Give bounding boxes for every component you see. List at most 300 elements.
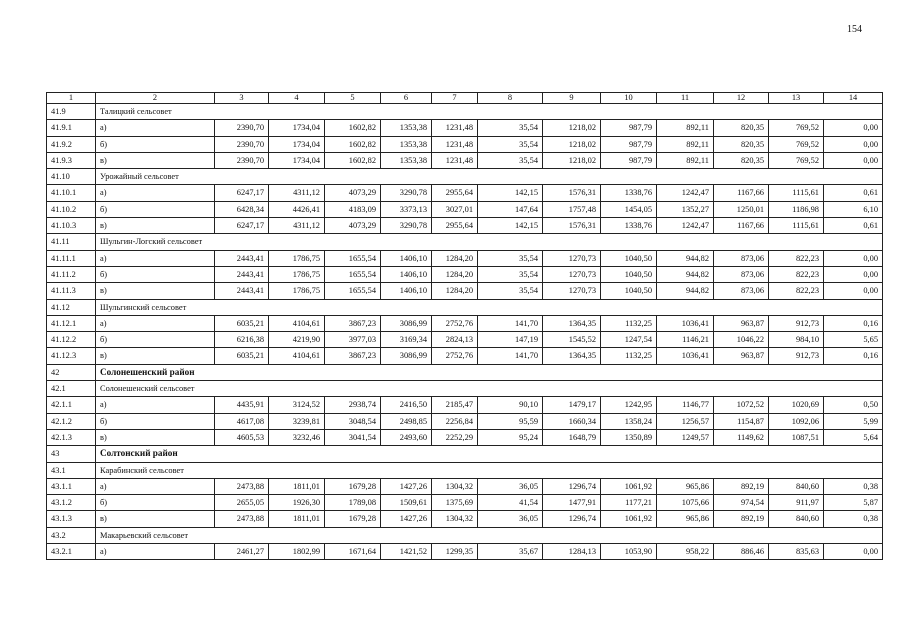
table-cell: 1231,48 xyxy=(432,120,478,136)
table-row xyxy=(47,413,883,429)
table-row xyxy=(47,478,883,494)
column-header: 6 xyxy=(381,93,432,104)
table-cell: 2473,88 xyxy=(215,478,269,494)
table-cell: 3169,34 xyxy=(381,332,432,348)
row-label: а) xyxy=(96,478,215,494)
table-cell: 822,23 xyxy=(769,283,824,299)
table-cell: 1427,26 xyxy=(381,478,432,494)
table-cell: 1231,48 xyxy=(432,152,478,168)
table-cell: 1375,69 xyxy=(432,495,478,511)
row-code: 41.10.3 xyxy=(47,218,96,234)
table-cell: 35,54 xyxy=(478,266,543,282)
table-cell: 1146,77 xyxy=(657,397,714,413)
table-cell: 892,11 xyxy=(657,152,714,168)
table-cell: 3048,54 xyxy=(325,413,381,429)
table-cell: 1242,47 xyxy=(657,218,714,234)
table-cell: 3232,46 xyxy=(269,429,325,445)
table-cell: 1250,01 xyxy=(714,201,769,217)
table-cell: 1040,50 xyxy=(601,283,657,299)
table-cell: 3867,23 xyxy=(325,348,381,364)
table-cell: 2416,50 xyxy=(381,397,432,413)
table-cell: 1477,91 xyxy=(543,495,601,511)
table-cell: 3290,78 xyxy=(381,185,432,201)
table-body xyxy=(47,93,883,560)
section-title: Карабинский сельсовет xyxy=(96,462,883,478)
row-label: в) xyxy=(96,152,215,168)
row-code: 41.10.1 xyxy=(47,185,96,201)
table-cell: 4183,09 xyxy=(325,201,381,217)
row-code: 41.9 xyxy=(47,104,96,120)
table-cell: 1679,28 xyxy=(325,511,381,527)
table-cell: 0,00 xyxy=(824,544,883,560)
table-cell: 1218,02 xyxy=(543,120,601,136)
table-cell: 892,11 xyxy=(657,120,714,136)
column-header: 11 xyxy=(657,93,714,104)
row-code: 41.12.2 xyxy=(47,332,96,348)
table-cell: 1576,31 xyxy=(543,185,601,201)
table-cell: 1249,57 xyxy=(657,429,714,445)
table-cell: 3290,78 xyxy=(381,218,432,234)
table-cell: 944,82 xyxy=(657,250,714,266)
section-row xyxy=(47,234,883,250)
table-row xyxy=(47,511,883,527)
table-cell: 5,64 xyxy=(824,429,883,445)
table-cell: 873,06 xyxy=(714,283,769,299)
table-cell: 2390,70 xyxy=(215,152,269,168)
table-cell: 965,86 xyxy=(657,478,714,494)
table-row xyxy=(47,495,883,511)
table-cell: 1242,47 xyxy=(657,185,714,201)
table-cell: 1242,95 xyxy=(601,397,657,413)
row-code: 41.11.2 xyxy=(47,266,96,282)
table-cell: 769,52 xyxy=(769,152,824,168)
table-cell: 35,54 xyxy=(478,250,543,266)
table-cell: 1358,24 xyxy=(601,413,657,429)
table-cell: 840,60 xyxy=(769,478,824,494)
table-cell: 1040,50 xyxy=(601,250,657,266)
table-cell: 36,05 xyxy=(478,478,543,494)
table-cell: 2256,84 xyxy=(432,413,478,429)
table-cell: 1509,61 xyxy=(381,495,432,511)
row-label: б) xyxy=(96,266,215,282)
table-cell: 1734,04 xyxy=(269,120,325,136)
table-cell: 35,54 xyxy=(478,120,543,136)
row-label: в) xyxy=(96,283,215,299)
table-cell: 822,23 xyxy=(769,250,824,266)
table-cell: 2955,64 xyxy=(432,185,478,201)
table-cell: 984,10 xyxy=(769,332,824,348)
table-cell: 963,87 xyxy=(714,348,769,364)
table-cell: 90,10 xyxy=(478,397,543,413)
table-cell: 4435,91 xyxy=(215,397,269,413)
table-cell: 0,38 xyxy=(824,478,883,494)
table-cell: 1177,21 xyxy=(601,495,657,511)
row-code: 41.10 xyxy=(47,169,96,185)
table-cell: 147,19 xyxy=(478,332,543,348)
table-cell: 0,00 xyxy=(824,266,883,282)
section-row xyxy=(47,299,883,315)
table-cell: 1115,61 xyxy=(769,185,824,201)
table-cell: 2390,70 xyxy=(215,136,269,152)
table-cell: 1406,10 xyxy=(381,283,432,299)
table-row xyxy=(47,136,883,152)
table-cell: 1364,35 xyxy=(543,348,601,364)
table-cell: 1352,27 xyxy=(657,201,714,217)
table-row xyxy=(47,152,883,168)
table-cell: 1284,13 xyxy=(543,544,601,560)
row-code: 43.1 xyxy=(47,462,96,478)
row-code: 41.9.1 xyxy=(47,120,96,136)
row-label: в) xyxy=(96,429,215,445)
header-row xyxy=(47,93,883,104)
section-row xyxy=(47,104,883,120)
table-cell: 142,15 xyxy=(478,185,543,201)
row-code: 41.9.2 xyxy=(47,136,96,152)
table-cell: 1087,51 xyxy=(769,429,824,445)
table-cell: 1734,04 xyxy=(269,152,325,168)
row-code: 42.1.1 xyxy=(47,397,96,413)
row-label: б) xyxy=(96,201,215,217)
table-cell: 912,73 xyxy=(769,315,824,331)
table-cell: 6247,17 xyxy=(215,218,269,234)
table-cell: 6035,21 xyxy=(215,348,269,364)
row-code: 41.11 xyxy=(47,234,96,250)
table-cell: 944,82 xyxy=(657,266,714,282)
table-cell: 1218,02 xyxy=(543,152,601,168)
column-header: 13 xyxy=(769,93,824,104)
table-cell: 2473,88 xyxy=(215,511,269,527)
table-cell: 35,54 xyxy=(478,136,543,152)
table-cell: 2493,60 xyxy=(381,429,432,445)
column-header: 2 xyxy=(96,93,215,104)
table-cell: 6247,17 xyxy=(215,185,269,201)
table-cell: 1602,82 xyxy=(325,152,381,168)
table-cell: 4311,12 xyxy=(269,185,325,201)
table-cell: 3027,01 xyxy=(432,201,478,217)
table-cell: 6035,21 xyxy=(215,315,269,331)
table-cell: 1247,54 xyxy=(601,332,657,348)
table-cell: 41,54 xyxy=(478,495,543,511)
table-cell: 2938,74 xyxy=(325,397,381,413)
table-cell: 4104,61 xyxy=(269,348,325,364)
table-cell: 1020,69 xyxy=(769,397,824,413)
table-cell: 820,35 xyxy=(714,120,769,136)
table-cell: 1072,52 xyxy=(714,397,769,413)
table-cell: 965,86 xyxy=(657,511,714,527)
table-cell: 1655,54 xyxy=(325,283,381,299)
table-row xyxy=(47,201,883,217)
table-cell: 1545,52 xyxy=(543,332,601,348)
table-cell: 892,19 xyxy=(714,511,769,527)
row-code: 42.1 xyxy=(47,381,96,397)
table-cell: 95,24 xyxy=(478,429,543,445)
table-cell: 0,16 xyxy=(824,315,883,331)
table-row xyxy=(47,250,883,266)
table-cell: 0,61 xyxy=(824,185,883,201)
table-cell: 835,63 xyxy=(769,544,824,560)
section-title: Шульгинский сельсовет xyxy=(96,299,883,315)
table-cell: 0,61 xyxy=(824,218,883,234)
table-cell: 1146,21 xyxy=(657,332,714,348)
row-code: 42 xyxy=(47,364,96,380)
row-code: 43.1.1 xyxy=(47,478,96,494)
row-label: в) xyxy=(96,218,215,234)
table-cell: 1406,10 xyxy=(381,250,432,266)
table-cell: 2824,13 xyxy=(432,332,478,348)
table-cell: 1061,92 xyxy=(601,511,657,527)
column-header: 4 xyxy=(269,93,325,104)
column-header: 9 xyxy=(543,93,601,104)
table-cell: 6428,34 xyxy=(215,201,269,217)
table-cell: 1296,74 xyxy=(543,511,601,527)
table-cell: 1789,08 xyxy=(325,495,381,511)
table-cell: 944,82 xyxy=(657,283,714,299)
table-cell: 873,06 xyxy=(714,250,769,266)
row-label: б) xyxy=(96,495,215,511)
table-cell: 0,16 xyxy=(824,348,883,364)
table-cell: 6216,38 xyxy=(215,332,269,348)
region-row xyxy=(47,446,883,462)
column-header: 8 xyxy=(478,93,543,104)
region-title: Солтонский район xyxy=(96,446,883,462)
table-cell: 1353,38 xyxy=(381,136,432,152)
table-cell: 1786,75 xyxy=(269,250,325,266)
table-cell: 1811,01 xyxy=(269,478,325,494)
section-title: Шульгин-Логский сельсовет xyxy=(96,234,883,250)
table-cell: 0,00 xyxy=(824,136,883,152)
table-cell: 1786,75 xyxy=(269,283,325,299)
table-cell: 1284,20 xyxy=(432,250,478,266)
column-header: 3 xyxy=(215,93,269,104)
table-cell: 1299,35 xyxy=(432,544,478,560)
row-label: в) xyxy=(96,511,215,527)
table-cell: 963,87 xyxy=(714,315,769,331)
column-header: 7 xyxy=(432,93,478,104)
table-cell: 892,19 xyxy=(714,478,769,494)
row-label: в) xyxy=(96,348,215,364)
table-cell: 987,79 xyxy=(601,120,657,136)
row-code: 41.11.3 xyxy=(47,283,96,299)
table-cell: 4311,12 xyxy=(269,218,325,234)
table-row xyxy=(47,283,883,299)
table-cell: 4073,29 xyxy=(325,185,381,201)
table-cell: 1231,48 xyxy=(432,136,478,152)
row-code: 41.12 xyxy=(47,299,96,315)
table-cell: 822,23 xyxy=(769,266,824,282)
table-cell: 1350,89 xyxy=(601,429,657,445)
table-cell: 1655,54 xyxy=(325,250,381,266)
table-cell: 1648,79 xyxy=(543,429,601,445)
table-cell: 35,67 xyxy=(478,544,543,560)
region-title: Солонешенский район xyxy=(96,364,883,380)
table-cell: 1406,10 xyxy=(381,266,432,282)
table-cell: 1132,25 xyxy=(601,315,657,331)
table-row xyxy=(47,544,883,560)
table-cell: 35,54 xyxy=(478,283,543,299)
row-label: а) xyxy=(96,250,215,266)
table-cell: 1218,02 xyxy=(543,136,601,152)
table-cell: 1061,92 xyxy=(601,478,657,494)
row-label: а) xyxy=(96,185,215,201)
table-cell: 1132,25 xyxy=(601,348,657,364)
row-code: 43 xyxy=(47,446,96,462)
table-cell: 0,00 xyxy=(824,250,883,266)
table-cell: 1353,38 xyxy=(381,120,432,136)
table-cell: 912,73 xyxy=(769,348,824,364)
table-cell: 1602,82 xyxy=(325,120,381,136)
table-cell: 35,54 xyxy=(478,152,543,168)
table-cell: 1602,82 xyxy=(325,136,381,152)
table-cell: 1270,73 xyxy=(543,283,601,299)
table-cell: 911,97 xyxy=(769,495,824,511)
row-label: а) xyxy=(96,544,215,560)
table-cell: 1284,20 xyxy=(432,266,478,282)
table-cell: 1364,35 xyxy=(543,315,601,331)
table-cell: 1338,76 xyxy=(601,218,657,234)
table-cell: 1802,99 xyxy=(269,544,325,560)
column-header: 5 xyxy=(325,93,381,104)
table-cell: 5,99 xyxy=(824,413,883,429)
table-cell: 769,52 xyxy=(769,120,824,136)
table-cell: 1679,28 xyxy=(325,478,381,494)
row-code: 41.9.3 xyxy=(47,152,96,168)
table-cell: 2390,70 xyxy=(215,120,269,136)
table-cell: 1092,06 xyxy=(769,413,824,429)
table-cell: 1757,48 xyxy=(543,201,601,217)
table-cell: 886,46 xyxy=(714,544,769,560)
table-cell: 141,70 xyxy=(478,315,543,331)
table-cell: 1040,50 xyxy=(601,266,657,282)
table-cell: 142,15 xyxy=(478,218,543,234)
table-cell: 1427,26 xyxy=(381,511,432,527)
table-cell: 2955,64 xyxy=(432,218,478,234)
table-cell: 840,60 xyxy=(769,511,824,527)
table-cell: 1036,41 xyxy=(657,348,714,364)
table-cell: 4073,29 xyxy=(325,218,381,234)
table-cell: 0,00 xyxy=(824,152,883,168)
table-cell: 1786,75 xyxy=(269,266,325,282)
table-cell: 1479,17 xyxy=(543,397,601,413)
table-row xyxy=(47,185,883,201)
table-row xyxy=(47,266,883,282)
table-cell: 987,79 xyxy=(601,152,657,168)
row-code: 41.12.1 xyxy=(47,315,96,331)
table-cell: 2655,05 xyxy=(215,495,269,511)
table-row xyxy=(47,332,883,348)
table-cell: 1304,32 xyxy=(432,511,478,527)
row-code: 43.1.2 xyxy=(47,495,96,511)
table-cell: 0,00 xyxy=(824,283,883,299)
table-cell: 0,50 xyxy=(824,397,883,413)
table-cell: 2461,27 xyxy=(215,544,269,560)
row-code: 42.1.2 xyxy=(47,413,96,429)
table-cell: 2443,41 xyxy=(215,266,269,282)
table-cell: 974,54 xyxy=(714,495,769,511)
table-cell: 3124,52 xyxy=(269,397,325,413)
table-cell: 1660,34 xyxy=(543,413,601,429)
table-cell: 3041,54 xyxy=(325,429,381,445)
table-cell: 1296,74 xyxy=(543,478,601,494)
table-cell: 2752,76 xyxy=(432,348,478,364)
table-cell: 1353,38 xyxy=(381,152,432,168)
row-label: б) xyxy=(96,136,215,152)
row-code: 41.11.1 xyxy=(47,250,96,266)
table-cell: 2185,47 xyxy=(432,397,478,413)
section-row xyxy=(47,381,883,397)
section-row xyxy=(47,462,883,478)
table-cell: 1284,20 xyxy=(432,283,478,299)
column-header: 12 xyxy=(714,93,769,104)
table-cell: 3239,81 xyxy=(269,413,325,429)
row-label: а) xyxy=(96,315,215,331)
table-cell: 2252,29 xyxy=(432,429,478,445)
table-cell: 3086,99 xyxy=(381,348,432,364)
table-cell: 1304,32 xyxy=(432,478,478,494)
column-header: 1 xyxy=(47,93,96,104)
table-cell: 1154,87 xyxy=(714,413,769,429)
table-cell: 1186,98 xyxy=(769,201,824,217)
table-cell: 5,87 xyxy=(824,495,883,511)
row-code: 43.1.3 xyxy=(47,511,96,527)
table-cell: 1115,61 xyxy=(769,218,824,234)
table-cell: 987,79 xyxy=(601,136,657,152)
table-cell: 1454,05 xyxy=(601,201,657,217)
row-label: а) xyxy=(96,397,215,413)
table-cell: 3977,03 xyxy=(325,332,381,348)
table-row xyxy=(47,348,883,364)
section-title: Урожайный сельсовет xyxy=(96,169,883,185)
column-header: 14 xyxy=(824,93,883,104)
row-label: б) xyxy=(96,413,215,429)
table-row xyxy=(47,397,883,413)
table-cell: 2752,76 xyxy=(432,315,478,331)
table-cell: 1734,04 xyxy=(269,136,325,152)
region-row xyxy=(47,364,883,380)
table-cell: 820,35 xyxy=(714,136,769,152)
table-cell: 147,64 xyxy=(478,201,543,217)
table-cell: 2443,41 xyxy=(215,283,269,299)
table-cell: 1256,57 xyxy=(657,413,714,429)
table-cell: 958,22 xyxy=(657,544,714,560)
row-label: б) xyxy=(96,332,215,348)
table-cell: 3086,99 xyxy=(381,315,432,331)
table-cell: 141,70 xyxy=(478,348,543,364)
table-cell: 4605,53 xyxy=(215,429,269,445)
table-cell: 1421,52 xyxy=(381,544,432,560)
table-cell: 1270,73 xyxy=(543,266,601,282)
table-row xyxy=(47,120,883,136)
table-cell: 873,06 xyxy=(714,266,769,282)
row-code: 41.10.2 xyxy=(47,201,96,217)
row-code: 41.12.3 xyxy=(47,348,96,364)
section-row xyxy=(47,527,883,543)
table-cell: 1149,62 xyxy=(714,429,769,445)
table-cell: 0,38 xyxy=(824,511,883,527)
table-cell: 1036,41 xyxy=(657,315,714,331)
table-cell: 1671,64 xyxy=(325,544,381,560)
table-cell: 4617,08 xyxy=(215,413,269,429)
table-cell: 820,35 xyxy=(714,152,769,168)
row-label: а) xyxy=(96,120,215,136)
table-cell: 0,00 xyxy=(824,120,883,136)
table-cell: 892,11 xyxy=(657,136,714,152)
table-cell: 1053,90 xyxy=(601,544,657,560)
table-row xyxy=(47,429,883,445)
section-row xyxy=(47,169,883,185)
table-cell: 2498,85 xyxy=(381,413,432,429)
section-title: Макарьевский сельсовет xyxy=(96,527,883,543)
tariff-table xyxy=(46,92,883,560)
